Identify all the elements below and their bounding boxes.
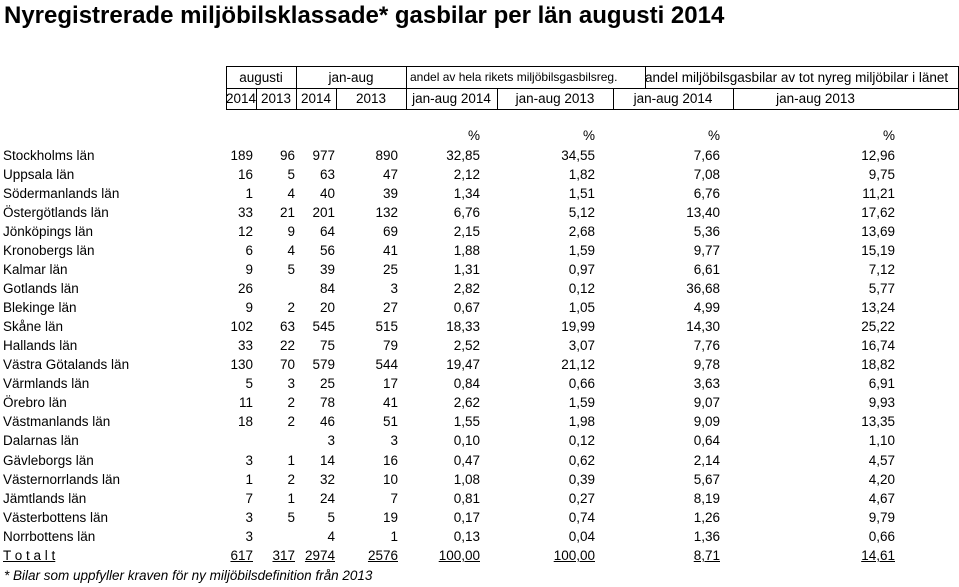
county-name: Södermanlands län bbox=[3, 186, 120, 201]
table-cell: 2,82 bbox=[453, 281, 480, 296]
table-cell: 1,05 bbox=[568, 300, 595, 315]
table-cell: 2,15 bbox=[453, 224, 480, 239]
table-cell: 4,67 bbox=[868, 491, 895, 506]
column-divider bbox=[256, 88, 257, 110]
column-divider bbox=[336, 88, 337, 110]
table-cell: 11 bbox=[238, 395, 253, 410]
table-cell: 1,51 bbox=[568, 186, 595, 201]
column-divider bbox=[226, 66, 227, 110]
header-col-2: 2014 bbox=[300, 91, 332, 106]
table-cell: 40 bbox=[319, 186, 335, 201]
table-cell: 12,96 bbox=[861, 148, 895, 163]
table-cell: 3 bbox=[287, 376, 295, 391]
table-cell: 10 bbox=[382, 472, 398, 487]
header-col-1: 2013 bbox=[260, 91, 292, 106]
county-name: Hallands län bbox=[3, 338, 78, 353]
table-cell: 9,79 bbox=[868, 510, 895, 525]
table-cell: 1 bbox=[245, 186, 253, 201]
table-cell: 9 bbox=[245, 262, 253, 277]
table-cell: 5,77 bbox=[868, 281, 895, 296]
table-cell: 41 bbox=[382, 243, 398, 258]
table-cell: 2,68 bbox=[568, 224, 595, 239]
table-cell: 17 bbox=[382, 376, 398, 391]
table-cell: 39 bbox=[319, 262, 335, 277]
table-cell: 0,66 bbox=[568, 376, 595, 391]
table-cell: 19,47 bbox=[446, 357, 480, 372]
table-cell: 9,93 bbox=[868, 395, 895, 410]
table-cell: 14 bbox=[319, 453, 335, 468]
table-cell: 2 bbox=[287, 300, 295, 315]
total-cell: 617 bbox=[230, 548, 253, 563]
county-name: Skåne län bbox=[3, 319, 64, 334]
table-cell: 19,99 bbox=[561, 319, 595, 334]
county-name: Norrbottens län bbox=[3, 529, 96, 544]
table-cell: 1 bbox=[287, 491, 295, 506]
table-cell: 6,76 bbox=[453, 205, 480, 220]
table-cell: 8,19 bbox=[693, 491, 720, 506]
table-cell: 132 bbox=[375, 205, 398, 220]
table-cell: 5,67 bbox=[693, 472, 720, 487]
table-cell: 2,52 bbox=[453, 338, 480, 353]
table-cell: 27 bbox=[382, 300, 398, 315]
header-jan-aug: jan-aug bbox=[328, 70, 374, 85]
table-cell: 26 bbox=[237, 281, 253, 296]
table-cell: 130 bbox=[230, 357, 253, 372]
table-cell: 51 bbox=[382, 414, 398, 429]
total-cell: 8,71 bbox=[693, 548, 720, 563]
table-cell: 25 bbox=[319, 376, 335, 391]
table-cell: 46 bbox=[319, 414, 335, 429]
table-cell: 1,34 bbox=[453, 186, 480, 201]
table-cell: 5,36 bbox=[693, 224, 720, 239]
header-unit-2: % bbox=[707, 128, 720, 143]
table-cell: 96 bbox=[279, 148, 295, 163]
table-cell: 64 bbox=[319, 224, 335, 239]
table-cell: 13,35 bbox=[861, 414, 895, 429]
county-name: Stockholms län bbox=[3, 148, 95, 163]
table-cell: 9,07 bbox=[693, 395, 720, 410]
table-cell: 3 bbox=[245, 529, 253, 544]
table-cell: 47 bbox=[382, 167, 398, 182]
table-cell: 56 bbox=[319, 243, 335, 258]
county-name: Jönköpings län bbox=[3, 224, 94, 239]
rule-line bbox=[226, 66, 959, 67]
county-name: Dalarnas län bbox=[3, 433, 79, 448]
column-divider bbox=[645, 66, 646, 88]
table-cell: 13,24 bbox=[861, 300, 895, 315]
total-cell: 100,00 bbox=[438, 548, 480, 563]
table-cell: 2 bbox=[287, 414, 295, 429]
header-unit-3: % bbox=[882, 128, 895, 143]
table-cell: 1,31 bbox=[453, 262, 480, 277]
table-cell: 33 bbox=[237, 205, 253, 220]
table-cell: 3,63 bbox=[693, 376, 720, 391]
table-cell: 6,76 bbox=[693, 186, 720, 201]
header-col-3: 2013 bbox=[355, 91, 387, 106]
county-name: Gävleborgs län bbox=[3, 453, 94, 468]
table-cell: 22 bbox=[279, 338, 295, 353]
table-cell: 0,13 bbox=[453, 529, 480, 544]
header-share-county: andel miljöbilsgasbilar av tot nyreg miljöbilar i länet bbox=[645, 70, 949, 85]
table-cell: 5 bbox=[287, 262, 295, 277]
table-cell: 2,12 bbox=[453, 167, 480, 182]
total-cell: 14,61 bbox=[861, 548, 895, 563]
county-name: Kronobergs län bbox=[3, 243, 95, 258]
table-cell: 0,74 bbox=[568, 510, 595, 525]
table-cell: 0,47 bbox=[453, 453, 480, 468]
table-cell: 75 bbox=[319, 338, 335, 353]
table-cell: 32,85 bbox=[446, 148, 480, 163]
table-cell: 0,62 bbox=[568, 453, 595, 468]
table-cell: 1 bbox=[390, 529, 398, 544]
table-cell: 0,12 bbox=[568, 433, 595, 448]
table-cell: 3 bbox=[390, 281, 398, 296]
column-divider bbox=[733, 88, 734, 110]
table-cell: 1,36 bbox=[693, 529, 720, 544]
table-cell: 0,12 bbox=[568, 281, 595, 296]
table-cell: 3 bbox=[245, 453, 253, 468]
table-cell: 1,59 bbox=[568, 243, 595, 258]
header-col-0: 2014 bbox=[226, 91, 257, 106]
table-cell: 9,78 bbox=[693, 357, 720, 372]
table-cell: 39 bbox=[382, 186, 398, 201]
table-cell: 11,21 bbox=[862, 186, 895, 201]
table-cell: 7,12 bbox=[868, 262, 895, 277]
table-cell: 0,81 bbox=[453, 491, 480, 506]
total-label: T o t a l t bbox=[3, 548, 56, 563]
table-cell: 12 bbox=[237, 224, 253, 239]
table-cell: 6 bbox=[245, 243, 253, 258]
header-col-7: jan-aug 2013 bbox=[776, 91, 855, 106]
table-cell: 14,30 bbox=[686, 319, 720, 334]
table-cell: 1,08 bbox=[453, 472, 480, 487]
header-col-6: jan-aug 2014 bbox=[633, 91, 713, 106]
table-cell: 3 bbox=[390, 433, 398, 448]
table-cell: 25 bbox=[382, 262, 398, 277]
table-cell: 5 bbox=[287, 510, 295, 525]
table-cell: 16 bbox=[382, 453, 398, 468]
table-cell: 9,09 bbox=[693, 414, 720, 429]
table-cell: 0,84 bbox=[453, 376, 480, 391]
table-cell: 69 bbox=[382, 224, 398, 239]
table-cell: 1 bbox=[287, 453, 295, 468]
table-cell: 2,62 bbox=[453, 395, 480, 410]
table-cell: 545 bbox=[312, 319, 335, 334]
table-cell: 13,69 bbox=[861, 224, 895, 239]
header-share-nation: andel av hela rikets miljöbilsgasbilsreg. bbox=[410, 70, 618, 84]
county-name: Gotlands län bbox=[3, 281, 79, 296]
header-col-5: jan-aug 2013 bbox=[515, 91, 595, 106]
table-cell: 18 bbox=[237, 414, 253, 429]
table-cell: 1,55 bbox=[453, 414, 480, 429]
table-cell: 977 bbox=[312, 148, 335, 163]
table-cell: 189 bbox=[230, 148, 253, 163]
county-name: Västerbottens län bbox=[3, 510, 109, 525]
table-cell: 4,20 bbox=[868, 472, 895, 487]
table-cell: 201 bbox=[312, 205, 335, 220]
column-divider bbox=[406, 66, 407, 110]
table-cell: 0,04 bbox=[568, 529, 595, 544]
table-cell: 9,77 bbox=[693, 243, 720, 258]
table-cell: 515 bbox=[375, 319, 398, 334]
table-cell: 7,66 bbox=[693, 148, 720, 163]
table-cell: 544 bbox=[375, 357, 398, 372]
table-cell: 4 bbox=[287, 243, 295, 258]
table-cell: 18,33 bbox=[446, 319, 480, 334]
column-divider bbox=[613, 88, 614, 110]
county-name: Västernorrlands län bbox=[3, 472, 121, 487]
table-cell: 2 bbox=[287, 395, 295, 410]
table-cell: 6,61 bbox=[693, 262, 720, 277]
table-cell: 0,64 bbox=[693, 433, 720, 448]
table-cell: 1 bbox=[245, 472, 253, 487]
table-cell: 25,22 bbox=[861, 319, 895, 334]
table-cell: 1,98 bbox=[568, 414, 595, 429]
county-name: Blekinge län bbox=[3, 300, 77, 315]
total-cell: 317 bbox=[272, 548, 295, 563]
table-cell: 5 bbox=[245, 376, 253, 391]
county-name: Kalmar län bbox=[3, 262, 68, 277]
table-cell: 2,14 bbox=[693, 453, 720, 468]
table-cell: 4 bbox=[327, 529, 335, 544]
table-cell: 79 bbox=[382, 338, 398, 353]
county-name: Värmlands län bbox=[3, 376, 90, 391]
table-cell: 1,59 bbox=[568, 395, 595, 410]
table-cell: 7 bbox=[245, 491, 253, 506]
table-cell: 13,40 bbox=[686, 205, 720, 220]
table-cell: 18,82 bbox=[861, 357, 895, 372]
table-cell: 70 bbox=[279, 357, 295, 372]
table-cell: 7,76 bbox=[693, 338, 720, 353]
county-name: Östergötlands län bbox=[3, 205, 109, 220]
header-augusti: augusti bbox=[239, 70, 283, 85]
table-cell: 4,99 bbox=[693, 300, 720, 315]
table-cell: 4,57 bbox=[868, 453, 895, 468]
table-cell: 3 bbox=[327, 433, 335, 448]
table-cell: 33 bbox=[237, 338, 253, 353]
table-cell: 6,91 bbox=[868, 376, 895, 391]
total-cell: 2974 bbox=[304, 548, 335, 563]
table-cell: 5 bbox=[327, 510, 335, 525]
table-cell: 17,62 bbox=[861, 205, 895, 220]
table-cell: 9 bbox=[245, 300, 253, 315]
table-cell: 890 bbox=[375, 148, 398, 163]
table-cell: 7 bbox=[390, 491, 398, 506]
county-name: Västmanlands län bbox=[3, 414, 111, 429]
table-cell: 84 bbox=[319, 281, 335, 296]
table-cell: 7,08 bbox=[693, 167, 720, 182]
table-cell: 3 bbox=[245, 510, 253, 525]
table-cell: 2 bbox=[287, 472, 295, 487]
county-name: Örebro län bbox=[3, 395, 67, 410]
table-cell: 102 bbox=[230, 319, 253, 334]
table-cell: 16 bbox=[237, 167, 253, 182]
table-cell: 3,07 bbox=[568, 338, 595, 353]
table-cell: 1,10 bbox=[868, 433, 895, 448]
table-cell: 63 bbox=[279, 319, 295, 334]
table-cell: 36,68 bbox=[686, 281, 720, 296]
total-cell: 2576 bbox=[367, 548, 398, 563]
table-cell: 20 bbox=[319, 300, 335, 315]
column-divider bbox=[497, 88, 498, 110]
table-cell: 21 bbox=[279, 205, 295, 220]
total-cell: 100,00 bbox=[553, 548, 595, 563]
county-name: Uppsala län bbox=[3, 167, 75, 182]
header-unit-0: % bbox=[467, 128, 480, 143]
table-cell: 21,12 bbox=[561, 357, 595, 372]
table-cell: 4 bbox=[287, 186, 295, 201]
footnote: * Bilar som uppfyller kraven för ny miljöbilsdefinition från 2013 bbox=[4, 568, 373, 583]
table-cell: 0,17 bbox=[453, 510, 480, 525]
table-cell: 5 bbox=[287, 167, 295, 182]
table-cell: 1,26 bbox=[693, 510, 720, 525]
table-cell: 0,66 bbox=[868, 529, 895, 544]
page-title: Nyregistrerade miljöbilsklassade* gasbilar per län augusti 2014 bbox=[4, 2, 725, 29]
column-divider bbox=[296, 66, 297, 110]
table-cell: 9 bbox=[287, 224, 295, 239]
table-cell: 5,12 bbox=[568, 205, 595, 220]
table-cell: 9,75 bbox=[868, 167, 895, 182]
table-cell: 24 bbox=[319, 491, 335, 506]
table-cell: 34,55 bbox=[561, 148, 595, 163]
table-cell: 0,67 bbox=[453, 300, 480, 315]
table-cell: 0,27 bbox=[568, 491, 595, 506]
table-cell: 16,74 bbox=[861, 338, 895, 353]
table-cell: 63 bbox=[319, 167, 335, 182]
table-cell: 1,82 bbox=[568, 167, 595, 182]
table-cell: 0,97 bbox=[568, 262, 595, 277]
header-unit-1: % bbox=[582, 128, 595, 143]
county-name: Jämtlands län bbox=[3, 491, 87, 506]
table-cell: 579 bbox=[312, 357, 335, 372]
table-cell: 15,19 bbox=[861, 243, 895, 258]
table-cell: 19 bbox=[382, 510, 398, 525]
table-cell: 32 bbox=[319, 472, 335, 487]
table-cell: 78 bbox=[319, 395, 335, 410]
table-cell: 0,10 bbox=[453, 433, 480, 448]
header-col-4: jan-aug 2014 bbox=[412, 91, 491, 106]
table-cell: 1,88 bbox=[453, 243, 480, 258]
table-cell: 41 bbox=[382, 395, 398, 410]
county-name: Västra Götalands län bbox=[3, 357, 130, 372]
table-cell: 0,39 bbox=[568, 472, 595, 487]
